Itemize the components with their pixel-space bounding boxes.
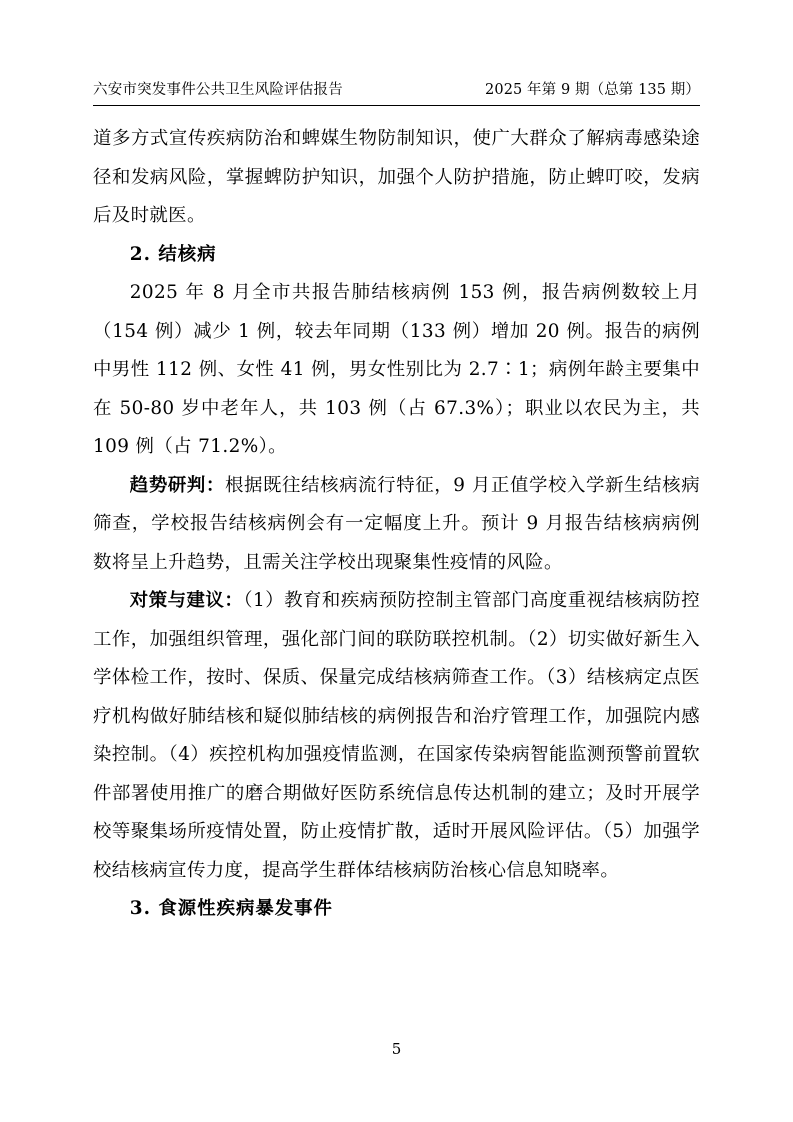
paragraph-trend-assessment — [93, 467, 700, 583]
header-issue-right: 2025 年第 9 期（总第 135 期） — [485, 82, 700, 98]
page-content — [93, 78, 700, 929]
trend-label: 趋势研判： — [129, 474, 225, 496]
heading-tuberculosis: 2. 结核病 — [129, 243, 217, 265]
trend-text: 根据既往结核病流行特征，9 月正值学校入学新生结核病筛查，学校报告结核病例会有一定幅度上升。预计 9 月报告结核病病例数将呈上升趋势，且需关注学校出现聚集性疫情的风险。 — [93, 474, 700, 573]
measures-text: （1）教育和疾病预防控制主管部门高度重视结核病防控工作，加强组织管理，强化部门间的联防联控机制。（2）切实做好新生入学体检工作，按时、保质、保量完成结核病筛查工作。（3）结核病定点医疗机构做好肺结核和疑似肺结核的病例报告和治疗管理工作，加强院内感染控制。（4）疾控机构加强疫情监测，在国家传染病智能监测预警前置软件部署使用推广的磨合期做好医防系统信息传达机制的建立；及时开展学校等聚集场所疫情处置，防止疫情扩散，适时开展风险评估。（5）加强学校结核病宣传力度，提高学生群体结核病防治核心信息知晓率。 — [93, 590, 700, 881]
page-header — [93, 78, 700, 105]
header-divider — [93, 105, 700, 106]
page-number: 5 — [391, 1040, 402, 1058]
paragraph-continued: 道多方式宣传疾病防治和蜱媒生物防制知识，使广大群众了解病毒感染途径和发病风险，掌握蜱防护知识，加强个人防护措施，防止蜱叮咬，发病后及时就医。 — [93, 128, 700, 226]
header-title-left: 六安市突发事件公共卫生风险评估报告 — [93, 82, 343, 98]
measures-label: 对策与建议： — [129, 590, 244, 611]
paragraph-tuberculosis-data: 2025 年 8 月全市共报告肺结核病例 153 例，报告病例数较上月（154 例）减少 1 例，较去年同期（133 例）增加 20 例。报告的病例中男性 112 例、女性 41 例，男女性别比为 2.7∶1；病例年龄主要集中在 50-80 岁中老年人，共 103 例（占 67.3%）；职业以农民为主，共 109 例（占 71.2%）。 — [93, 282, 700, 457]
heading-foodborne-outbreak: 3. 食源性疾病暴发事件 — [129, 898, 333, 919]
paragraph-measures — [93, 582, 700, 890]
